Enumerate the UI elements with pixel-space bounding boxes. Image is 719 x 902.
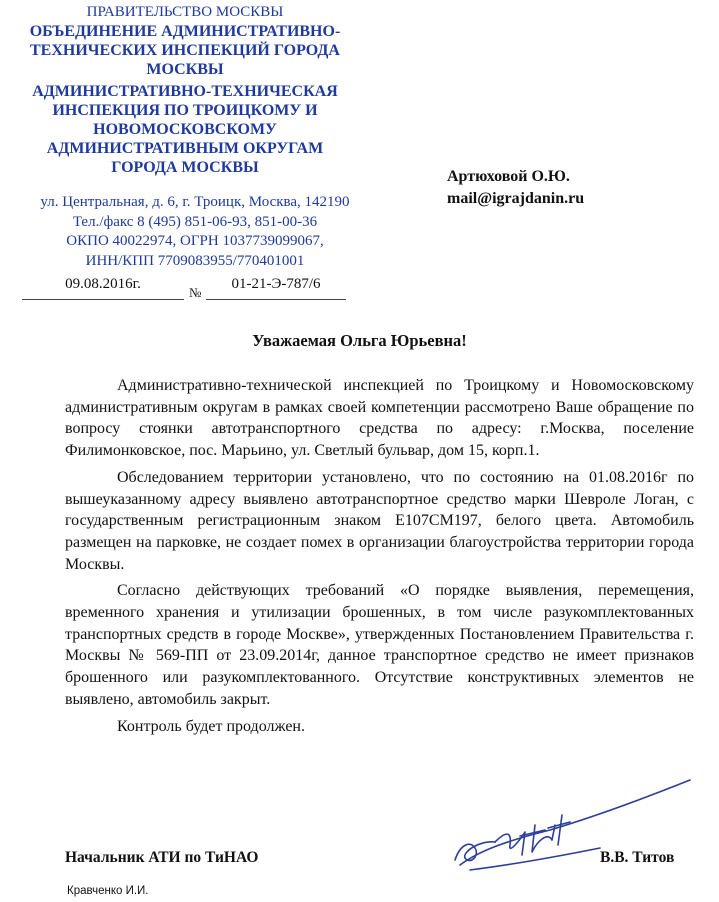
association-name: ОБЪЕДИНЕНИЕ АДМИНИСТРАТИВНО-ТЕХНИЧЕСКИХ ИНСПЕКЦИЙ ГОРОДА МОСКВЫ <box>29 23 341 78</box>
paragraph: Согласно действующих требований «О порядке выявления, перемещения, временного хранения и утилизации брошенных, в том числе разукомплектованных транспортных средств в городе Москве», утвержденных Постановлением Правительства г. Москвы № 569-ПП от 23.09.2014г, данное транспортное средство не имеет признаков брошенного или разукомплектованного. Отсутствие конструктивных элементов не выявлено, автомобиль закрыт. <box>65 582 694 708</box>
sender-phone: Тел./факс 8 (495) 851-06-93, 851-00-36 <box>72 213 318 230</box>
sender-okpo-ogrn: ОКПО 40022974, ОГРН 1037739099067, <box>66 233 324 249</box>
contact-block <box>20 193 370 271</box>
recipient-email: mail@igrajdanin.ru <box>447 190 585 207</box>
signer-name: В.В. Титов <box>600 849 675 866</box>
recipient-block <box>447 166 584 210</box>
paragraph: Контроль будет продолжен. <box>117 717 305 735</box>
sender-inn-kpp: ИНН/КПП 7709083955/770401001 <box>85 252 305 269</box>
letter-body <box>65 375 694 742</box>
date-underline <box>22 299 184 300</box>
government-name: ПРАВИТЕЛЬСТВО МОСКВЫ <box>86 4 284 20</box>
sender-address: ул. Центральная, д. 6, г. Троицк, Москва, 142190 <box>40 194 350 210</box>
paragraph: Административно-технической инспекцией по Троицкому и Новомосковскому административным округам в рамках своей компетенции рассмотрено Ваше обращение по вопросу стоянки автотранспортного средства по адресу: г.Москва, поселение Филимонковское, пос. Марьино, ул. Светлый бульвар, дом 15, корп.1. <box>65 377 694 460</box>
number-label: № <box>189 285 202 300</box>
paragraph: Обследованием территории установлено, что по состоянию на 01.08.2016г по вышеуказанному адресу выявлено автотранспортное средство марки Шевроле Логан, с государственным регистрационным знаком Е107СМ197, белого цвета. Автомобиль размещен на парковке, не создает помех в организации благоустройства территории города Москвы. <box>65 468 694 573</box>
executor-name: Кравченко И.И. <box>67 885 149 897</box>
salutation: Уважаемая Ольга Юрьевна! <box>252 331 467 350</box>
signer-title: Начальник АТИ по ТиНАО <box>65 849 259 866</box>
inspection-name: АДМИНИСТРАТИВНО-ТЕХНИЧЕСКАЯ ИНСПЕКЦИЯ ПО ТРОИЦКОМУ И НОВОМОСКОВСКОМУ АДМИНИСТРАТИВНЫМ ОКРУГАМ ГОРОДА МОСКВЫ <box>32 83 338 176</box>
number-underline <box>206 299 346 300</box>
registration-number: 01-21-Э-787/6 <box>231 276 321 292</box>
registration-date: 09.08.2016г. <box>65 276 141 292</box>
recipient-name: Артюховой О.Ю. <box>447 168 570 185</box>
